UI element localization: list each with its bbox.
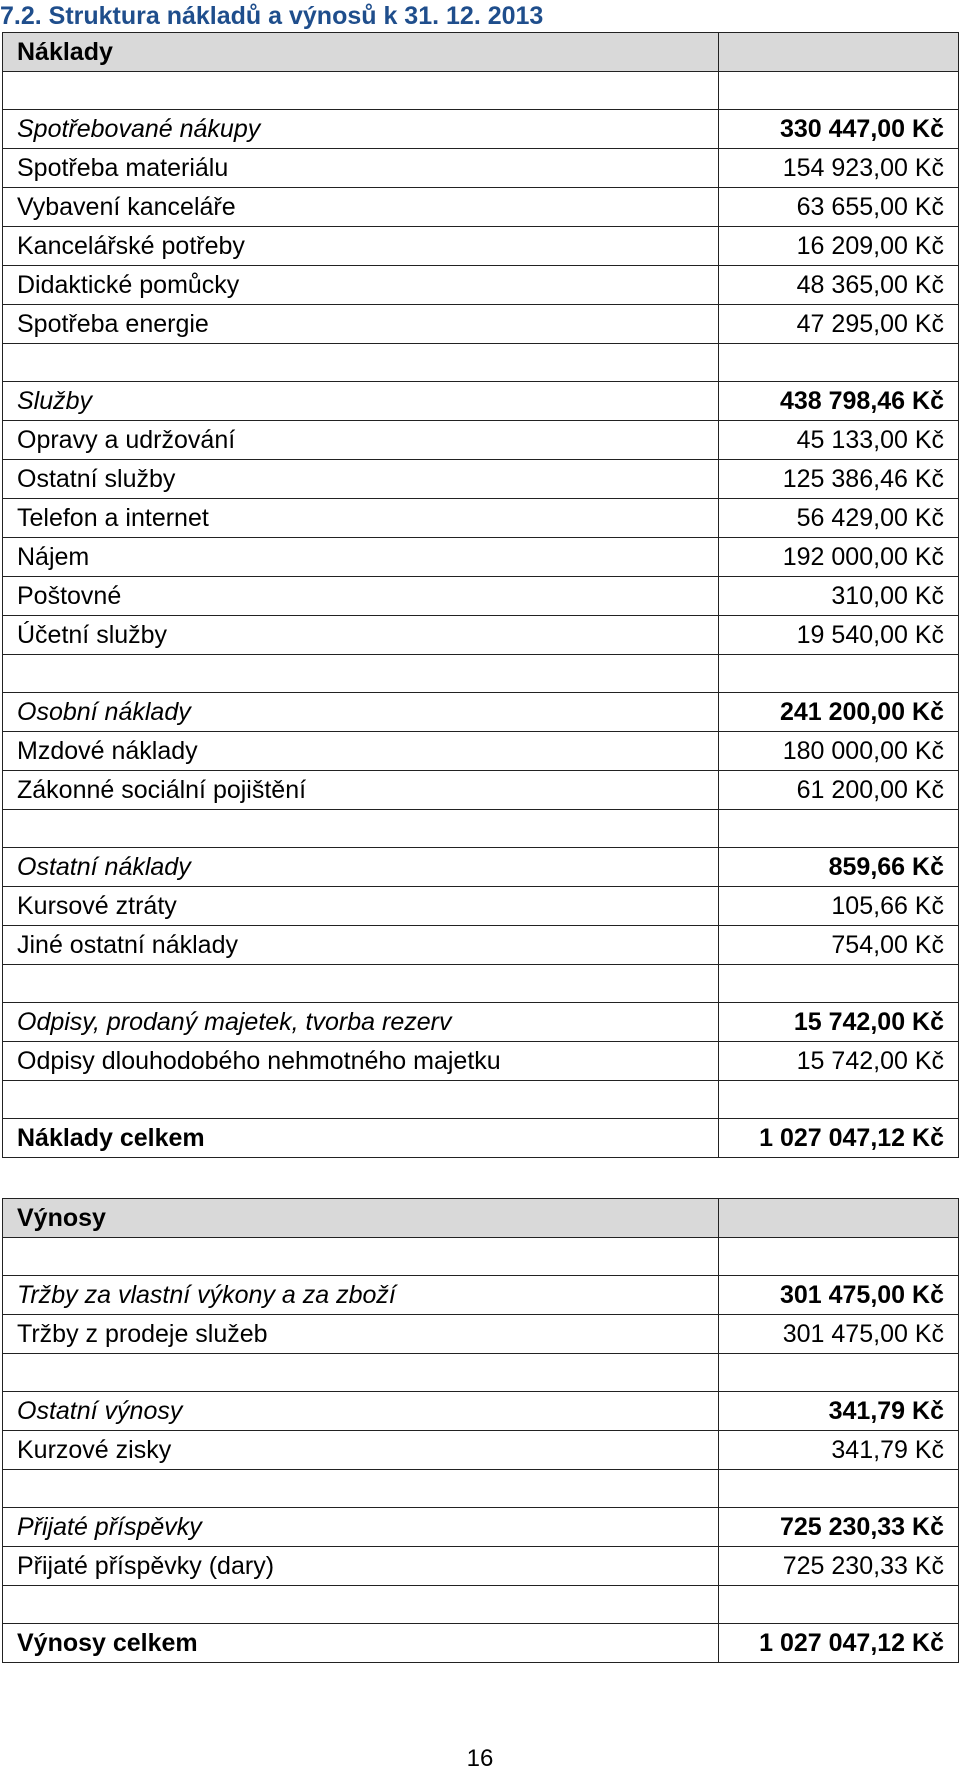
total-label: Výnosy celkem: [3, 1624, 719, 1663]
item-label: Přijaté příspěvky (dary): [3, 1547, 719, 1586]
item-row: [3, 499, 959, 538]
item-label: Nájem: [3, 538, 719, 577]
group-label: Osobní náklady: [3, 693, 719, 732]
group-row: [3, 848, 959, 887]
item-row: [3, 771, 959, 810]
item-label: Spotřeba materiálu: [3, 149, 719, 188]
item-row: [3, 1431, 959, 1470]
group-total: 438 798,46 Kč: [719, 382, 959, 421]
total-value: 1 027 047,12 Kč: [719, 1624, 959, 1663]
item-row: [3, 421, 959, 460]
item-label: Kurzové zisky: [3, 1431, 719, 1470]
item-value: 754,00 Kč: [719, 926, 959, 965]
group-row: [3, 1276, 959, 1315]
item-label: Jiné ostatní náklady: [3, 926, 719, 965]
group-label: Ostatní výnosy: [3, 1392, 719, 1431]
section-header-vynosy: [3, 1199, 959, 1238]
group-total: 330 447,00 Kč: [719, 110, 959, 149]
item-value: 125 386,46 Kč: [719, 460, 959, 499]
item-value: 341,79 Kč: [719, 1431, 959, 1470]
item-value: 192 000,00 Kč: [719, 538, 959, 577]
item-value: 105,66 Kč: [719, 887, 959, 926]
item-label: Opravy a udržování: [3, 421, 719, 460]
group-label: Odpisy, prodaný majetek, tvorba rezerv: [3, 1003, 719, 1042]
group-row: [3, 693, 959, 732]
item-value: 725 230,33 Kč: [719, 1547, 959, 1586]
item-label: Účetní služby: [3, 616, 719, 655]
group-row: [3, 1003, 959, 1042]
item-label: Spotřeba energie: [3, 305, 719, 344]
item-value: 180 000,00 Kč: [719, 732, 959, 771]
page-heading: 7.2. Struktura nákladů a výnosů k 31. 12. 2013: [0, 2, 544, 30]
item-value: 301 475,00 Kč: [719, 1315, 959, 1354]
item-label: Zákonné sociální pojištění: [3, 771, 719, 810]
group-total: 301 475,00 Kč: [719, 1276, 959, 1315]
item-value: 45 133,00 Kč: [719, 421, 959, 460]
group-label: Spotřebované nákupy: [3, 110, 719, 149]
item-row: [3, 305, 959, 344]
item-row: [3, 227, 959, 266]
item-row: [3, 460, 959, 499]
section-title: Náklady: [3, 33, 719, 72]
item-value: 48 365,00 Kč: [719, 266, 959, 305]
group-row: [3, 1508, 959, 1547]
item-row: [3, 1315, 959, 1354]
group-total: 241 200,00 Kč: [719, 693, 959, 732]
section-header-naklady: [3, 33, 959, 72]
cost-revenue-table: [2, 32, 959, 1663]
item-label: Ostatní služby: [3, 460, 719, 499]
group-total: 15 742,00 Kč: [719, 1003, 959, 1042]
group-row: [3, 1392, 959, 1431]
item-value: 16 209,00 Kč: [719, 227, 959, 266]
item-label: Odpisy dlouhodobého nehmotného majetku: [3, 1042, 719, 1081]
total-row-vynosy: [3, 1624, 959, 1663]
item-value: 47 295,00 Kč: [719, 305, 959, 344]
group-row: [3, 382, 959, 421]
group-total: 725 230,33 Kč: [719, 1508, 959, 1547]
total-row-naklady: [3, 1119, 959, 1158]
page-number: 16: [466, 1745, 494, 1772]
group-total: 859,66 Kč: [719, 848, 959, 887]
item-row: [3, 577, 959, 616]
item-value: 310,00 Kč: [719, 577, 959, 616]
item-label: Kursové ztráty: [3, 887, 719, 926]
item-label: Poštovné: [3, 577, 719, 616]
item-label: Vybavení kanceláře: [3, 188, 719, 227]
item-row: [3, 616, 959, 655]
item-value: 15 742,00 Kč: [719, 1042, 959, 1081]
item-row: [3, 188, 959, 227]
group-label: Přijaté příspěvky: [3, 1508, 719, 1547]
item-row: [3, 266, 959, 305]
group-row: [3, 110, 959, 149]
total-label: Náklady celkem: [3, 1119, 719, 1158]
section-title: Výnosy: [3, 1199, 719, 1238]
group-label: Ostatní náklady: [3, 848, 719, 887]
group-total: 341,79 Kč: [719, 1392, 959, 1431]
item-row: [3, 732, 959, 771]
item-row: [3, 926, 959, 965]
item-value: 154 923,00 Kč: [719, 149, 959, 188]
item-value: 63 655,00 Kč: [719, 188, 959, 227]
item-row: [3, 1042, 959, 1081]
item-value: 19 540,00 Kč: [719, 616, 959, 655]
item-value: 56 429,00 Kč: [719, 499, 959, 538]
item-label: Tržby z prodeje služeb: [3, 1315, 719, 1354]
item-row: [3, 1547, 959, 1586]
total-value: 1 027 047,12 Kč: [719, 1119, 959, 1158]
group-label: Tržby za vlastní výkony a za zboží: [3, 1276, 719, 1315]
item-row: [3, 538, 959, 577]
item-label: Didaktické pomůcky: [3, 266, 719, 305]
item-label: Telefon a internet: [3, 499, 719, 538]
item-row: [3, 887, 959, 926]
item-value: 61 200,00 Kč: [719, 771, 959, 810]
group-label: Služby: [3, 382, 719, 421]
item-row: [3, 149, 959, 188]
item-label: Mzdové náklady: [3, 732, 719, 771]
item-label: Kancelářské potřeby: [3, 227, 719, 266]
